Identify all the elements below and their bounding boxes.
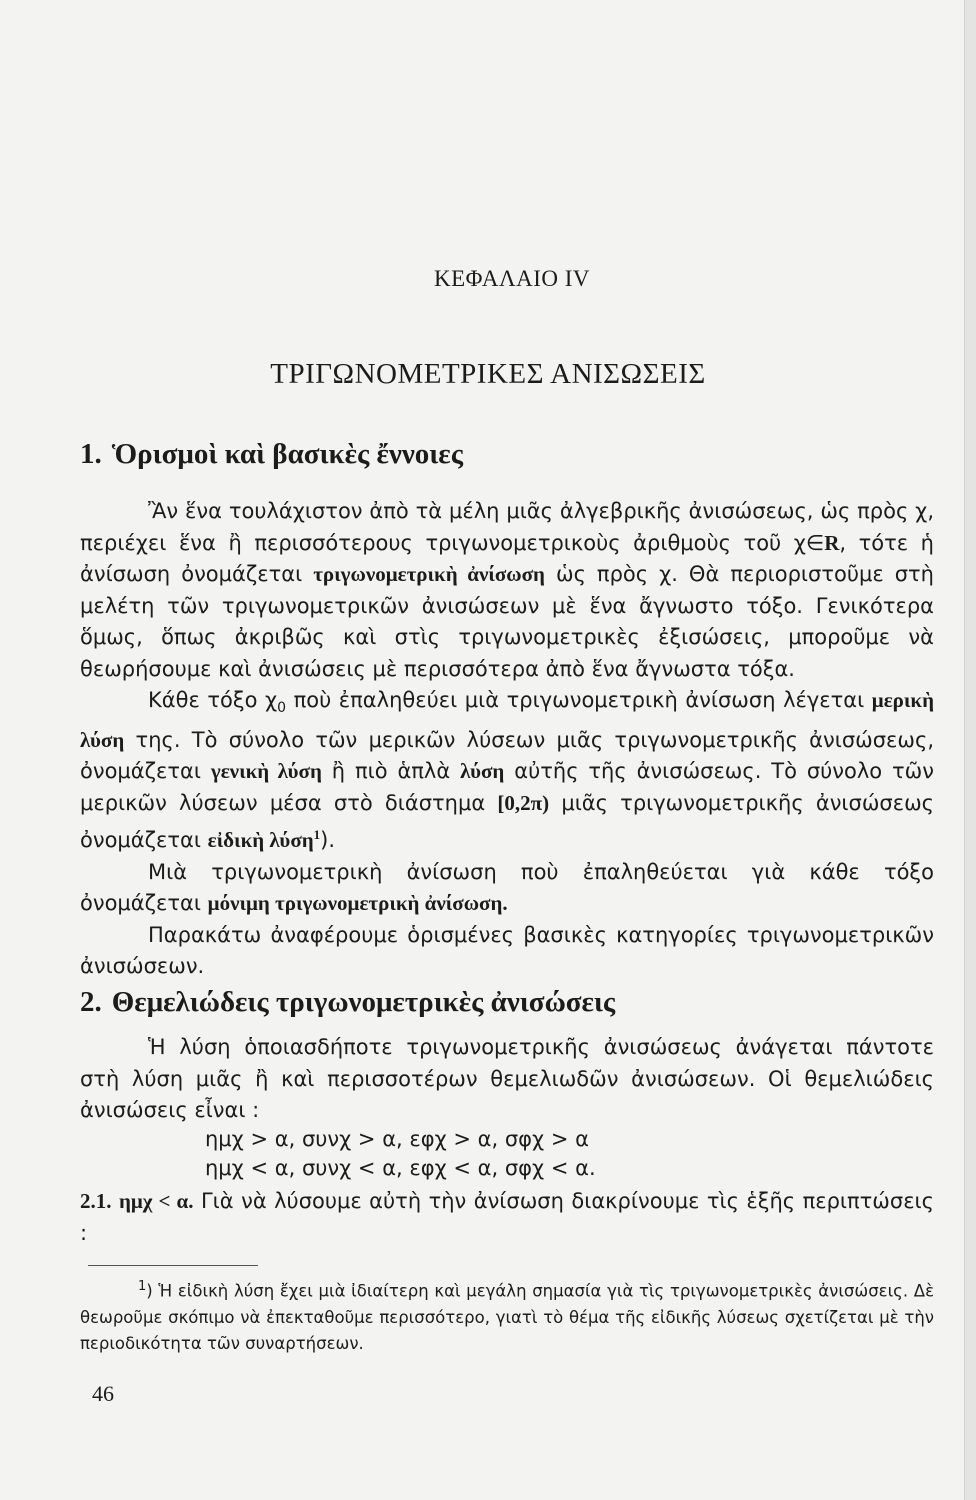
paragraph <box>80 1186 934 1249</box>
section-2-heading <box>80 986 615 1019</box>
text-run: μιᾶς τριγωνομετρικῆς ἀνισώσεως ὀνομάζεται <box>80 790 935 853</box>
footnote-mark: 1 <box>313 827 321 843</box>
bold-term: μόνιμη τριγωνομετρικὴ ἀνίσωση. <box>207 891 508 916</box>
text-run: ἢ πιὸ ἁπλὰ <box>321 759 461 784</box>
bold-term: εἰδικὴ λύση <box>207 828 314 853</box>
text-run: της. Τὸ σύνολο τῶν μερικῶν λύσεων μιᾶς τριγωνομετρικῆς ἀνισώσεως, ὀνομάζεται <box>80 727 934 784</box>
text-run: Κάθε τόξο χ <box>148 688 278 712</box>
section-number: 2. <box>80 986 102 1018</box>
section-1-body <box>80 496 934 983</box>
subsection-2-1 <box>80 1186 934 1249</box>
section-title: Θεμελιώδεις τριγωνομετρικὲς ἀνισώσεις <box>111 986 616 1018</box>
footnote-mark: 1 <box>138 1279 147 1294</box>
page-edge <box>964 0 976 1500</box>
footnote <box>80 1274 934 1357</box>
reals-symbol: R <box>824 530 840 555</box>
paragraph: Ἡ λύση ὁποιασδήποτε τριγωνομετρικῆς ἀνισώσεως ἀνάγεται πάντοτε στὴ λύση μιᾶς ἢ καὶ περισσοτέρων θεμελιωδῶν ἀνισώσεων. Οἱ θεμελιώδεις ἀνισώσεις εἶναι : <box>80 1035 934 1122</box>
chapter-title: ΤΡΙΓΩΝΟΜΕΤΡΙΚΕΣ ΑΝΙΣΩΣΕΙΣ <box>270 358 706 390</box>
section-title: Ὁρισμοὶ καὶ βασικὲς ἔννοιες <box>111 438 463 470</box>
section-number: 1. <box>80 438 102 470</box>
paragraph <box>80 685 934 857</box>
section-1-heading <box>80 438 463 471</box>
paragraph <box>80 496 934 685</box>
formula-greater: ημχ > α, συνχ > α, εφχ > α, σφχ > α <box>205 1127 589 1151</box>
bold-term: λύση <box>460 759 505 784</box>
text-run: , τότε ἡ ἀνίσωση ὀνομάζεται <box>80 530 934 586</box>
bold-term: τριγωνομετρικὴ ἀνίσωση <box>313 562 545 586</box>
bold-term: γενικὴ λύση <box>210 759 322 784</box>
text-run: ). <box>320 828 336 853</box>
paragraph: Παρακάτω ἀναφέρουμε ὁρισμένες βασικὲς κατηγορίες τριγωνομετρικῶν ἀνισώσεων. <box>80 922 934 979</box>
section-2-body <box>80 1032 934 1127</box>
text-run: ὡς πρὸς χ. Θὰ περιοριστοῦμε στὴ μελέτη τῶν τριγωνομετρικῶν ἀνισώσεων μὲ ἕνα ἄγνωστο τόξο. Γενικότερα ὅμως, ὅπως ἀκριβῶς καὶ στὶς τριγωνομετρικὲς ἐξισώσεις, μποροῦμε νὰ θεωρήσουμε καὶ ἀνισώσεις μὲ περισσότερα ἀπὸ ἕνα ἄγνωστα τόξα. <box>80 562 934 681</box>
bold-term: [0,2π) <box>497 790 550 815</box>
footnote-text <box>80 1274 934 1357</box>
bold-term: μερικὴ λύση <box>80 688 935 752</box>
text-run: ποὺ ἐπαληθεύει μιὰ τριγωνομετρικὴ ἀνίσωση λέγεται <box>286 688 872 712</box>
subsection-number: 2.1. <box>80 1189 112 1213</box>
chapter-heading: ΚΕΦΑΛΑΙΟ IV <box>433 266 591 291</box>
text-run: Γιὰ νὰ λύσουμε αὐτὴ τὴν ἀνίσωση διακρίνουμε τὶς ἑξῆς περιπτώσεις : <box>80 1189 934 1245</box>
footnote-divider <box>88 1265 258 1266</box>
text-run: αὐτῆς τῆς ἀνισώσεως. Τὸ σύνολο τῶν μερικῶν λύσεων μέσα στὸ διάστημα <box>80 759 934 815</box>
text-run: ) Ἡ εἰδικὴ λύση ἔχει μιὰ ἰδιαίτερη καὶ μεγάλη σημασία γιὰ τὶς τριγωνομετρικὲς ἀνισώσεις. Δὲ θεωροῦμε σκόπιμο νὰ ἐπεκταθοῦμε περισσότερο, γιατὶ τὸ θέμα τῆς εἰδικῆς λύσεως σχετίζεται μὲ τὴν περιοδικότητα τῶν συναρτήσεων. <box>80 1281 934 1353</box>
subsection-expression: ημχ < α. <box>118 1189 194 1213</box>
text-run: Μιὰ τριγωνομετρικὴ ἀνίσωση ποὺ ἐπαληθεύεται γιὰ κάθε τόξο ὀνομάζεται <box>80 859 934 916</box>
paragraph <box>80 857 934 920</box>
page-number: 46 <box>92 1381 114 1406</box>
formula-less: ημχ < α, συνχ < α, εφχ < α, σφχ < α. <box>205 1156 596 1180</box>
subscript: 0 <box>277 700 287 717</box>
text-run: Ἂν ἕνα τουλάχιστον ἀπὸ τὰ μέλη μιᾶς ἀλγεβρικῆς ἀνισώσεως, ὡς πρὸς χ, περιέχει ἕνα ἢ περισσότερους τριγωνομετρικοὺς ἀριθμοὺς τοῦ χ∈ <box>80 499 934 555</box>
